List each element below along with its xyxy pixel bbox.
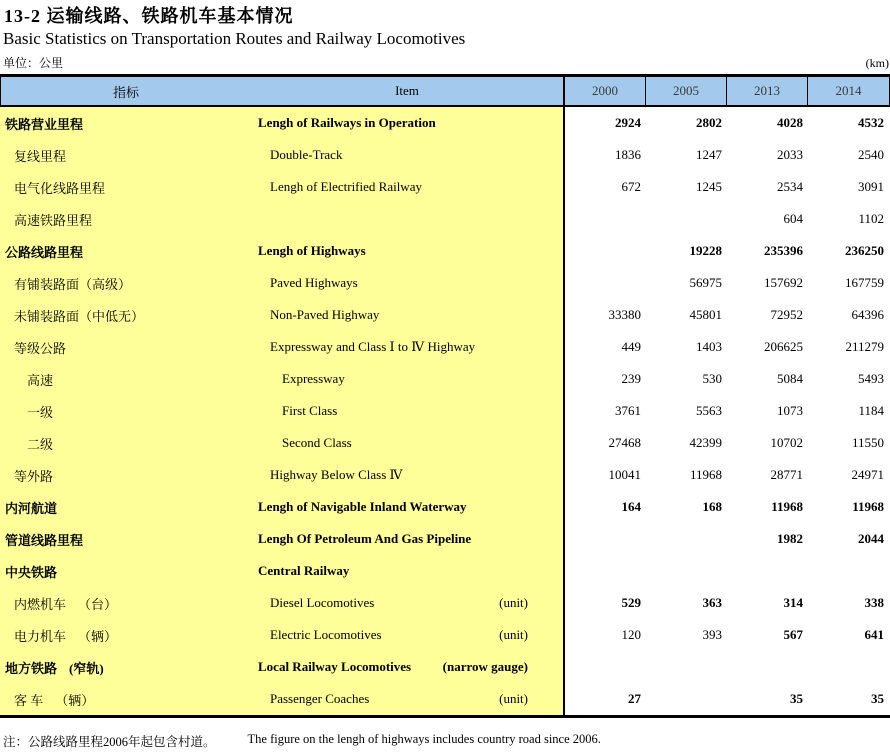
unit-row	[0, 50, 890, 74]
table-row	[0, 427, 890, 459]
value-2013: 10702	[727, 427, 808, 459]
row-label-en-text: Second Class	[282, 435, 352, 450]
row-label-en-text: Diesel Locomotives	[270, 595, 375, 610]
row-label-en	[250, 331, 565, 363]
value-2014: 1102	[808, 203, 889, 235]
value-2013	[727, 555, 808, 587]
row-label-cn	[0, 139, 250, 171]
row-label-en-text: Double-Track	[270, 147, 343, 162]
value-2014: 236250	[808, 235, 889, 267]
value-2013: 35	[727, 683, 808, 715]
value-2000: 33380	[565, 299, 646, 331]
row-label-en	[250, 459, 565, 491]
table-row	[0, 683, 890, 715]
value-2005: 42399	[646, 427, 727, 459]
row-label-cn-text: 电力机车	[14, 628, 67, 644]
row-label-cn-text: 地方铁路	[5, 660, 58, 676]
row-label-cn-text: 内燃机车	[14, 596, 67, 612]
row-unit-cn: （台）	[78, 596, 118, 612]
row-label-cn-text: 等级公路	[14, 340, 67, 356]
table-row	[0, 139, 890, 171]
row-label-cn-text: 等外路	[14, 468, 54, 484]
value-2000: 164	[565, 491, 646, 523]
value-2005: 393	[646, 619, 727, 651]
value-2014: 641	[808, 619, 889, 651]
row-label-en-text: Lengh Of Petroleum And Gas Pipeline	[258, 531, 472, 546]
row-unit-en: (narrow gauge)	[442, 659, 528, 674]
row-label-cn	[0, 299, 250, 331]
row-label-en-text: Electric Locomotives	[270, 627, 382, 642]
row-label-cn-text: 一级	[27, 404, 54, 420]
value-2005	[646, 683, 727, 715]
value-2000	[565, 203, 646, 235]
table-row	[0, 299, 890, 331]
value-2014: 11550	[808, 427, 889, 459]
value-2014: 11968	[808, 491, 889, 523]
row-label-en	[250, 107, 565, 139]
value-2005: 363	[646, 587, 727, 619]
row-unit-en: (unit)	[499, 595, 528, 610]
row-label-en	[250, 299, 565, 331]
row-label-en-text: Central Railway	[258, 563, 350, 578]
value-2000	[565, 651, 646, 683]
value-2005	[646, 203, 727, 235]
row-label-cn-text: 中央铁路	[5, 564, 58, 580]
table-row	[0, 491, 890, 523]
table-row	[0, 267, 890, 299]
value-2000: 449	[565, 331, 646, 363]
value-2000	[565, 523, 646, 555]
value-2013: 157692	[727, 267, 808, 299]
value-2013: 2033	[727, 139, 808, 171]
value-2014: 2044	[808, 523, 889, 555]
row-unit-en: (unit)	[499, 691, 528, 706]
row-label-en	[250, 139, 565, 171]
value-2005: 5563	[646, 395, 727, 427]
statistics-table	[0, 74, 890, 718]
row-label-en	[250, 203, 565, 235]
value-2014: 211279	[808, 331, 889, 363]
row-unit-en: (unit)	[499, 627, 528, 642]
value-2013: 28771	[727, 459, 808, 491]
row-label-cn-text: 铁路营业里程	[5, 116, 84, 132]
year-col-header: 2005	[646, 77, 727, 105]
row-label-cn	[0, 459, 250, 491]
value-2013: 314	[727, 587, 808, 619]
table-body	[0, 107, 890, 715]
row-label-en	[250, 267, 565, 299]
row-label-en	[250, 235, 565, 267]
row-label-cn	[0, 235, 250, 267]
table-row	[0, 171, 890, 203]
row-label-en	[250, 363, 565, 395]
row-label-en-text: Lengh of Navigable Inland Waterway	[258, 499, 467, 514]
value-2014: 35	[808, 683, 889, 715]
footnote	[0, 732, 890, 750]
table-row	[0, 235, 890, 267]
unit-label-cn: 单位：公里	[3, 56, 64, 70]
value-2014: 24971	[808, 459, 889, 491]
value-2013: 72952	[727, 299, 808, 331]
value-2014: 2540	[808, 139, 889, 171]
row-label-en	[250, 523, 565, 555]
row-unit-cn: （辆）	[55, 692, 95, 708]
value-2014: 3091	[808, 171, 889, 203]
row-label-cn	[0, 331, 250, 363]
row-label-en-text: Paved Highways	[270, 275, 358, 290]
table-row	[0, 555, 890, 587]
value-2005: 1247	[646, 139, 727, 171]
row-label-cn-text: 未铺装路面（中低无）	[14, 308, 145, 324]
row-label-cn	[0, 683, 250, 715]
row-label-en-text: Lengh of Electrified Railway	[270, 179, 422, 194]
row-label-en	[250, 587, 565, 619]
row-label-en	[250, 555, 565, 587]
value-2013: 1073	[727, 395, 808, 427]
row-label-en	[250, 427, 565, 459]
row-label-en	[250, 171, 565, 203]
value-2005: 1245	[646, 171, 727, 203]
col-header-item: Item	[251, 77, 565, 105]
value-2005: 45801	[646, 299, 727, 331]
value-2013: 604	[727, 203, 808, 235]
value-2005: 530	[646, 363, 727, 395]
row-label-cn-text: 复线里程	[14, 148, 67, 164]
row-label-cn	[0, 619, 250, 651]
table-row	[0, 331, 890, 363]
value-2014: 1184	[808, 395, 889, 427]
row-label-cn-text: 电气化线路里程	[14, 180, 106, 196]
value-2014: 5493	[808, 363, 889, 395]
footnote-en: The figure on the lengh of highways includes country road since 2006.	[247, 732, 601, 746]
row-label-cn-text: 内河航道	[5, 500, 58, 516]
value-2000: 239	[565, 363, 646, 395]
value-2000: 529	[565, 587, 646, 619]
value-2000: 1836	[565, 139, 646, 171]
table-row	[0, 619, 890, 651]
value-2000	[565, 267, 646, 299]
row-label-en-text: Expressway and Class Ⅰ to Ⅳ Highway	[270, 339, 476, 354]
value-2014	[808, 555, 889, 587]
value-2005	[646, 523, 727, 555]
row-label-cn	[0, 171, 250, 203]
value-2013: 2534	[727, 171, 808, 203]
col-header-indicator: 指标	[112, 84, 139, 100]
row-unit-cn: （辆）	[78, 628, 118, 644]
value-2005: 1403	[646, 331, 727, 363]
value-2013: 11968	[727, 491, 808, 523]
row-label-cn-text: 高速	[27, 372, 54, 388]
value-2013: 206625	[727, 331, 808, 363]
row-label-cn	[0, 523, 250, 555]
row-label-cn	[0, 203, 250, 235]
table-row	[0, 107, 890, 139]
row-label-cn	[0, 267, 250, 299]
value-2005: 19228	[646, 235, 727, 267]
value-2000	[565, 235, 646, 267]
row-label-en	[250, 395, 565, 427]
row-label-en	[250, 651, 565, 683]
table-row	[0, 587, 890, 619]
value-2000: 10041	[565, 459, 646, 491]
row-label-en-text: Passenger Coaches	[270, 691, 370, 706]
value-2000: 27	[565, 683, 646, 715]
row-label-cn	[0, 427, 250, 459]
value-2013: 5084	[727, 363, 808, 395]
row-label-cn-text: 客 车	[14, 692, 44, 708]
row-label-en-text: Non-Paved Highway	[270, 307, 380, 322]
row-label-cn-text: 公路线路里程	[5, 244, 84, 260]
row-label-en-text: Lengh of Highways	[258, 243, 366, 258]
value-2005: 56975	[646, 267, 727, 299]
page-title-cn: 13-2 运输线路、铁路机车基本情况	[4, 6, 294, 26]
row-label-cn-text: 二级	[27, 436, 54, 452]
table-row	[0, 363, 890, 395]
row-label-cn	[0, 395, 250, 427]
row-label-cn	[0, 363, 250, 395]
value-2005: 11968	[646, 459, 727, 491]
row-label-cn	[0, 587, 250, 619]
table-header-row	[0, 77, 890, 107]
year-col-header: 2014	[835, 83, 862, 98]
unit-label-km: (km)	[865, 56, 889, 70]
row-label-cn	[0, 491, 250, 523]
row-label-cn-text: 高速铁路里程	[14, 212, 93, 228]
value-2014: 167759	[808, 267, 889, 299]
row-label-cn	[0, 107, 250, 139]
value-2000: 120	[565, 619, 646, 651]
value-2014: 338	[808, 587, 889, 619]
value-2014: 64396	[808, 299, 889, 331]
row-label-cn	[0, 555, 250, 587]
table-row	[0, 651, 890, 683]
value-2014: 4532	[808, 107, 889, 139]
value-2000: 2924	[565, 107, 646, 139]
value-2000: 27468	[565, 427, 646, 459]
page-title-en: Basic Statistics on Transportation Routes and Railway Locomotives	[3, 29, 466, 48]
table-row	[0, 523, 890, 555]
row-label-en-text: Local Railway Locomotives	[258, 659, 412, 674]
value-2013: 567	[727, 619, 808, 651]
value-2013	[727, 651, 808, 683]
value-2000: 3761	[565, 395, 646, 427]
row-label-cn-text: 管道线路里程	[5, 532, 84, 548]
value-2005	[646, 555, 727, 587]
value-2014	[808, 651, 889, 683]
value-2013: 235396	[727, 235, 808, 267]
table-row	[0, 395, 890, 427]
row-unit-cn: (窄轨)	[69, 660, 104, 676]
row-label-en	[250, 619, 565, 651]
value-2005	[646, 651, 727, 683]
row-label-cn	[0, 651, 250, 683]
value-2000: 672	[565, 171, 646, 203]
row-label-en	[250, 683, 565, 715]
table-row	[0, 459, 890, 491]
value-2005: 2802	[646, 107, 727, 139]
row-label-en-text: Lengh of Railways in Operation	[258, 115, 436, 130]
value-2013: 1982	[727, 523, 808, 555]
year-col-header: 2013	[727, 77, 808, 105]
row-label-en-text: First Class	[282, 403, 338, 418]
table-row	[0, 203, 890, 235]
row-label-en-text: Highway Below Class Ⅳ	[270, 467, 403, 482]
value-2005: 168	[646, 491, 727, 523]
year-col-header: 2000	[565, 77, 646, 105]
row-label-cn-text: 有铺装路面（高级）	[14, 276, 132, 292]
value-2000	[565, 555, 646, 587]
footnote-cn: 注：公路线路里程2006年起包含村道。	[3, 735, 216, 749]
row-label-en	[250, 491, 565, 523]
row-label-en-text: Expressway	[282, 371, 345, 386]
value-2013: 4028	[727, 107, 808, 139]
